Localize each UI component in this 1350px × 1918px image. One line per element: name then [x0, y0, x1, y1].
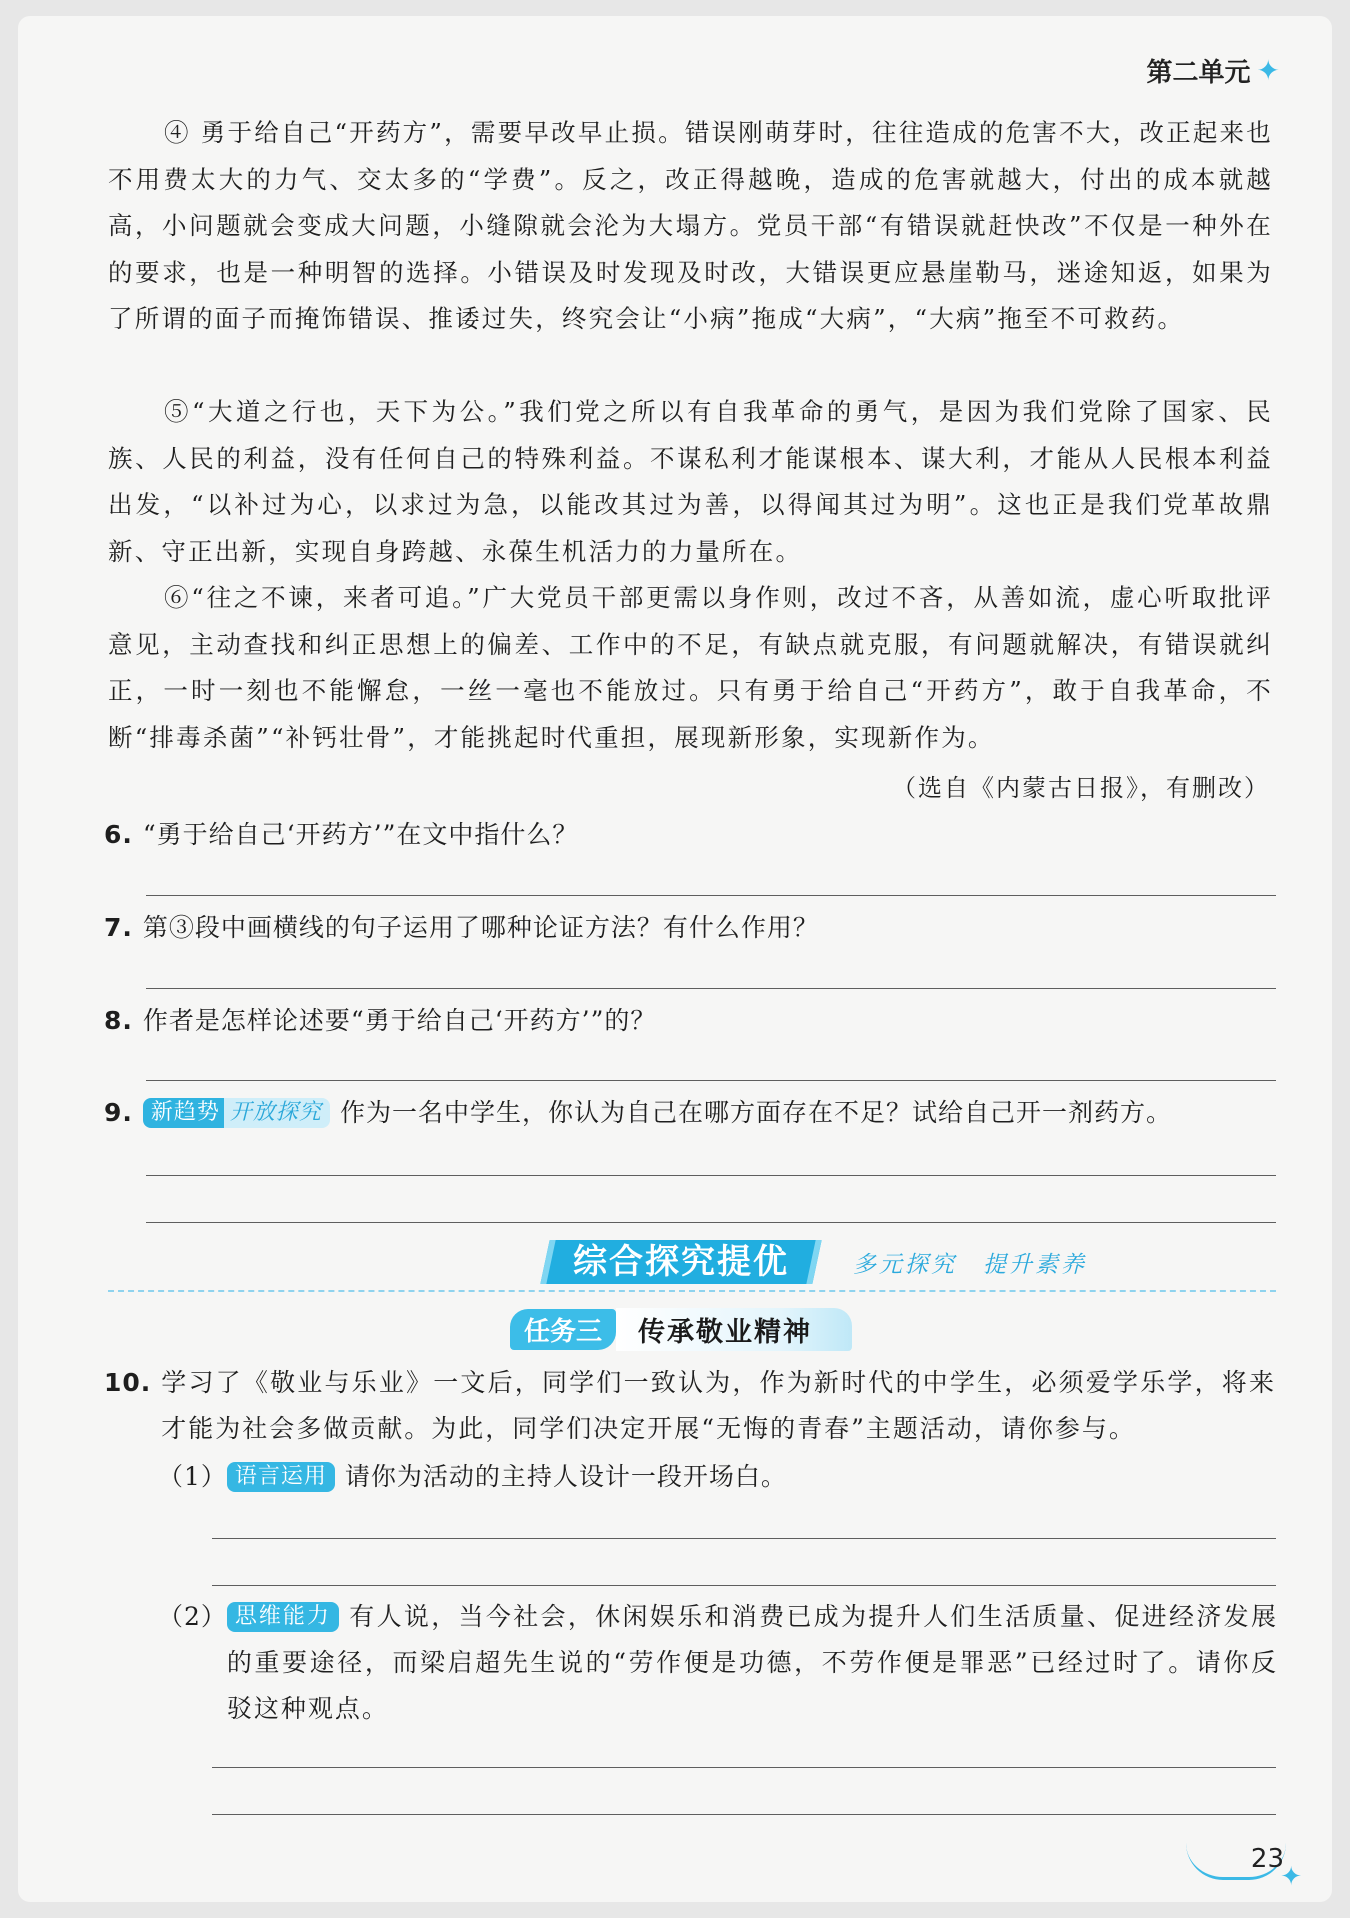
page-number: 23	[1250, 1844, 1284, 1874]
question-text: 学习了《敬业与乐业》一文后，同学们一致认为，作为新时代的中学生，必须爱学乐学，将来才能为社会多做贡献。为此，同学们决定开展“无悔的青春”主题活动，请你参与。	[161, 1368, 1276, 1443]
question-number: 9.	[104, 1098, 133, 1127]
question-10-part-2	[158, 1594, 1278, 1732]
passage-paragraph-6: ⑥“往之不谏，来者可追。”广大党员干部更需以身作则，改过不吝，从善如流，虚心听取批评意见，主动查找和纠正思想上的偏差、工作中的不足，有缺点就克服，有问题就解决，有错误就纠正，一时一刻也不能懈怠，一丝一毫也不能放过。只有勇于给自己“开药方”，敢于自我革命，不断“排毒杀菌”“补钙壮骨”，才能挑起时代重担，展现新形象，实现新作为。	[108, 583, 1273, 752]
question-number: 6.	[104, 820, 133, 849]
question-8	[104, 998, 1284, 1044]
section-banner	[545, 1240, 1087, 1284]
task-label: 任务三	[510, 1309, 616, 1350]
unit-title: 第二单元	[1146, 58, 1251, 88]
answer-line[interactable]	[146, 1175, 1276, 1176]
sparkle-icon: ✦	[1256, 53, 1280, 87]
question-text: 作为一名中学生，你认为自己在哪方面存在不足？试给自己开一剂药方。	[339, 1098, 1172, 1127]
passage-source: （选自《内蒙古日报》，有删改）	[892, 774, 1270, 802]
answer-line[interactable]	[212, 1538, 1276, 1539]
subquestion-text: 请你为活动的主持人设计一段开场白。	[344, 1462, 787, 1491]
question-number: 8.	[104, 1006, 133, 1035]
question-10-part-1	[158, 1454, 1278, 1500]
question-6	[104, 812, 1284, 858]
banner-title-box	[540, 1240, 821, 1284]
subquestion-number: （1）	[158, 1462, 227, 1491]
question-7	[104, 905, 1284, 951]
question-9	[104, 1090, 1284, 1136]
sparkle-icon: ✦	[1280, 1862, 1302, 1892]
answer-line[interactable]	[212, 1585, 1276, 1586]
banner-subtitle-1: 多元探究	[853, 1251, 957, 1278]
answer-line[interactable]	[146, 1080, 1276, 1081]
answer-line[interactable]	[146, 895, 1276, 896]
new-trend-tag: 新趋势	[143, 1098, 224, 1128]
section-divider	[108, 1290, 1276, 1292]
banner-subtitle-2: 提升素养	[983, 1251, 1087, 1278]
answer-line[interactable]	[212, 1767, 1276, 1768]
language-use-tag: 语言运用	[227, 1462, 335, 1492]
question-number: 7.	[104, 913, 133, 942]
question-text: 第③段中画横线的句子运用了哪种论证方法？有什么作用？	[142, 913, 819, 942]
subquestion-number: （2）	[158, 1602, 227, 1631]
subquestion-text: 有人说，当今社会，休闲娱乐和消费已成为提升人们生活质量、促进经济发展的重要途径，而梁启超先生说的“劳作便是功德，不劳作便是罪恶”已经过时了。请你反驳这种观点。	[226, 1602, 1278, 1723]
answer-line[interactable]	[146, 988, 1276, 989]
answer-line[interactable]	[212, 1814, 1276, 1815]
banner-title: 综合探究提优	[573, 1242, 789, 1282]
thinking-ability-tag: 思维能力	[227, 1602, 339, 1632]
open-inquiry-tag: 开放探究	[224, 1098, 330, 1128]
passage-paragraph-4: ④ 勇于给自己“开药方”，需要早改早止损。错误刚萌芽时，往往造成的危害不大，改正起来也不用费太大的力气、交太多的“学费”。反之，改正得越晚，造成的危害就越大，付出的成本就越高，小问题就会变成大问题，小缝隙就会沦为大塌方。党员干部“有错误就赶快改”不仅是一种外在的要求，也是一种明智的选择。小错误及时发现及时改，大错误更应悬崖勒马，迷途知返，如果为了所谓的面子而掩饰错误、推诿过失，终究会让“小病”拖成“大病”，“大病”拖至不可救药。	[108, 118, 1273, 333]
task-heading	[510, 1308, 852, 1351]
question-10	[104, 1360, 1276, 1452]
passage-paragraph-5: ⑤“大道之行也，天下为公。”我们党之所以有自我革命的勇气，是因为我们党除了国家、民族、人民的利益，没有任何自己的特殊利益。不谋私利才能谋根本、谋大利，才能从人民根本利益出发，“以补过为心，以求过为急，以能改其过为善，以得闻其过为明”。这也正是我们党革故鼎新、守正出新，实现自身跨越、永葆生机活力的力量所在。	[108, 397, 1273, 566]
answer-line[interactable]	[146, 1222, 1276, 1223]
question-text: 作者是怎样论述要“勇于给自己‘开药方’”的？	[142, 1006, 657, 1035]
question-number: 10.	[104, 1368, 152, 1397]
task-title: 传承敬业精神	[616, 1308, 852, 1351]
unit-header	[1147, 52, 1280, 89]
question-text: “勇于给自己‘开药方’”在文中指什么？	[142, 820, 579, 849]
